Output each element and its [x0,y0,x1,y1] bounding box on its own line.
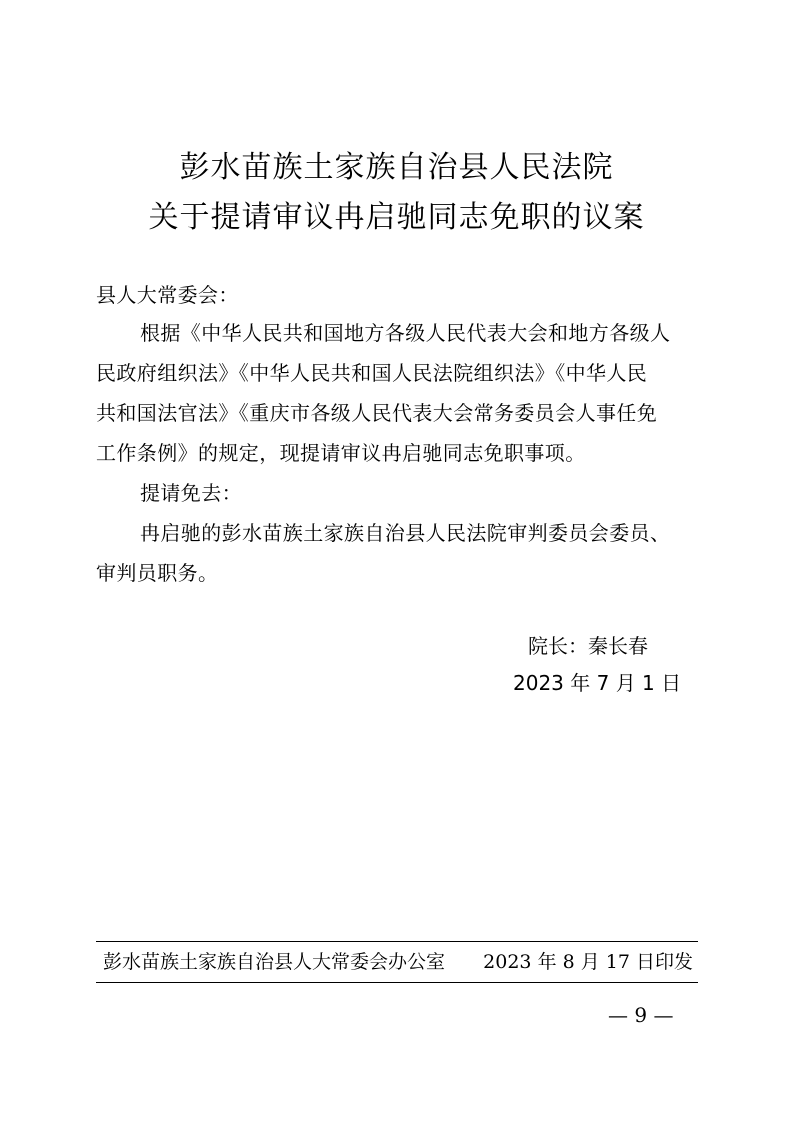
salutation: 县人大常委会： [96,283,239,307]
request-line: 提请免去： [140,481,242,505]
document-body [96,313,701,593]
footer-bottom-rule [96,982,698,983]
body-line: 民政府组织法》《中华人民共和国人民法院组织法》《中华人民 [96,361,648,385]
body-line: 冉启驰的彭水苗族土家族自治县人民法院审判委员会委员、 [140,521,671,545]
document-title-line-2: 关于提请审议冉启驰同志免职的议案 [148,200,645,235]
signature-title: 院长：秦长春 [528,634,648,658]
body-line: 工作条例》的规定，现提请审议冉启驰同志免职事项。 [96,441,586,465]
footer-issue-date: 2023 年 8 月 17 日印发 [483,951,693,973]
document-title-line-1: 彭水苗族土家族自治县人民法院 [179,150,614,185]
body-line: 共和国法官法》《重庆市各级人民代表大会常务委员会人事任免 [96,401,658,425]
signature-date: 2023 年 7 月 1 日 [513,671,682,695]
footer-top-rule [96,941,698,942]
page-number: — 9 — [608,1003,674,1027]
body-line: 根据《中华人民共和国地方各级人民代表大会和地方各级人 [140,321,671,345]
body-line: 审判员职务。 [96,561,219,585]
footer-issuer: 彭水苗族土家族自治县人大常委会办公室 [103,951,446,973]
